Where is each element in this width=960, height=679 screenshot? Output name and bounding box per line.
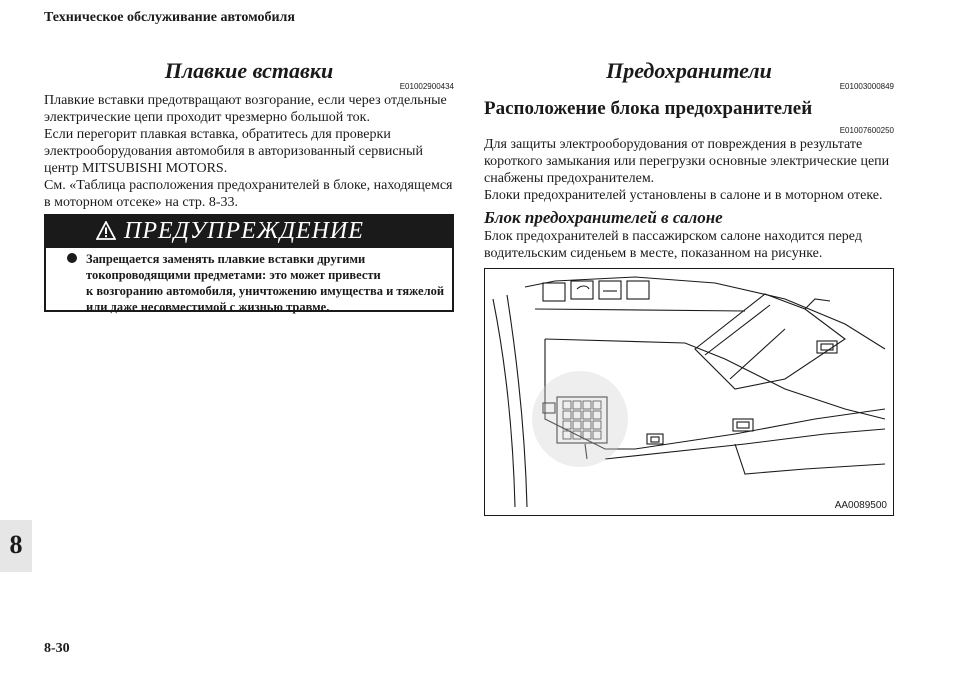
fuse-block-paragraph (484, 136, 889, 204)
figure-code: AA0089500 (834, 500, 887, 511)
fuse-block-location-heading: Расположение блока предохранителей (484, 98, 813, 119)
text-line: водительским сиденьем в месте, показанном на рисунке. (484, 246, 823, 261)
fusible-links-title: Плавкие вставки (164, 58, 334, 83)
warning-title: ПРЕДУПРЕЖДЕНИЕ (124, 218, 364, 244)
text-line: Плавкие вставки предотвращают возгорание, если через отдельные (44, 93, 447, 108)
fusible-links-paragraph (44, 92, 452, 211)
text-line: центр MITSUBISHI MOTORS. (44, 161, 228, 176)
running-header: Техническое обслуживание автомобиля (44, 10, 295, 25)
text-line: короткого замыкания или перегрузки основные электрические цепи (484, 154, 890, 169)
warning-text (86, 251, 444, 315)
text-line: Блоки предохранителей установлены в салоне и в моторном отеке. (484, 188, 883, 203)
chapter-tab (0, 520, 32, 572)
warning-header (46, 216, 452, 248)
dashboard-drawing (485, 269, 892, 514)
interior-fuse-block-heading: Блок предохранителей в салоне (484, 208, 723, 227)
text-line: электрооборудования автомобиля в авторизованный сервисный (44, 144, 423, 159)
chapter-number: 8 (9, 530, 23, 559)
text-line: электрические цепи проходит чрезмерно большой ток. (44, 110, 370, 125)
fuses-code: E01003000849 (839, 82, 894, 91)
text-line: к возгоранию автомобиля, уничтожению имущества и тяжелой (86, 284, 445, 298)
text-line: Запрещается заменять плавкие вставки другими (86, 252, 366, 266)
fusible-links-code: E01002900434 (399, 82, 454, 91)
warning-triangle-icon (96, 221, 116, 241)
bullet-icon (67, 253, 77, 263)
interior-fuse-block-paragraph (484, 228, 862, 262)
text-line: токопроводящими предметами: это может привести (86, 268, 381, 282)
text-line: Для защиты электрооборудования от повреждения в результате (484, 137, 863, 152)
warning-box (44, 214, 454, 312)
text-line: в моторном отсеке» на стр. 8-33. (44, 195, 239, 210)
text-line: или даже несовместимой с жизнью травме. (86, 300, 330, 314)
fuse-block-illustration (484, 268, 894, 516)
text-line: Блок предохранителей в пассажирском салоне находится перед (484, 229, 862, 244)
fuses-title: Предохранители (606, 58, 772, 83)
text-line: См. «Таблица расположения предохранителей в блоке, находящемся (44, 178, 453, 193)
fuse-block-location-code: E01007600250 (839, 126, 894, 135)
page-number: 8-30 (44, 641, 70, 656)
text-line: Если перегорит плавкая вставка, обратитесь для проверки (44, 127, 391, 142)
text-line: снабжены предохранителем. (484, 171, 655, 186)
